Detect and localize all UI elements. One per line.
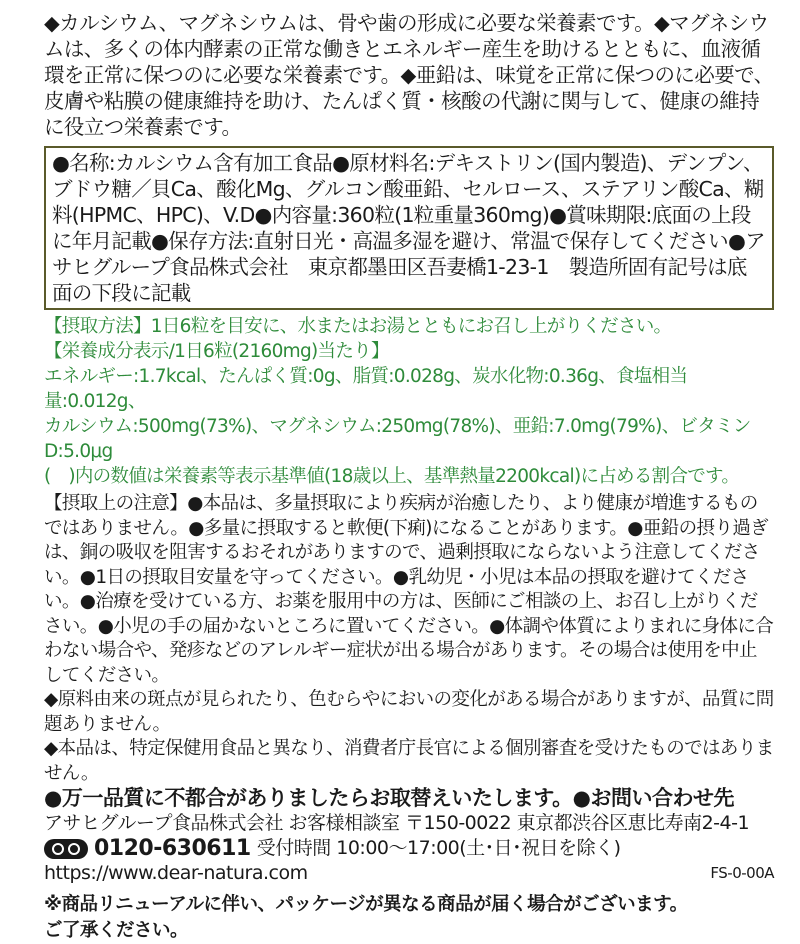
nutrition-header: 【栄養成分表示/1日6粒(2160mg)当たり】 <box>44 341 389 362</box>
free-dial-icon <box>44 839 88 859</box>
phone-row <box>44 836 774 861</box>
product-info-box: ●名称:カルシウム含有加工食品●原材料名:デキストリン(国内製造)、デンプン、ブドウ糖／貝Ca、酸化Mg、グルコン酸亜鉛、セルロース、ステアリン酸Ca、糊料(HPMC、HPC)、V.D●内容量:360粒(1粒重量360mg)●賞味期限:底面の上段に年月記載●保存方法:直射日光・高温多湿を避け、常温で保存してください●アサヒグループ食品株式会社 東京都墨田区吾妻橋1-23-1 製造所固有記号は底面の下段に記載 <box>44 146 774 310</box>
reception-hours: 受付時間 10:00〜17:00(土･日･祝日を除く) <box>256 837 621 859</box>
url-row <box>44 861 774 886</box>
contact-heading <box>44 786 774 811</box>
nutrition-reference-note: ( )内の数値は栄養素等表示基準値(18歳以上、基準熱量2200kcal)に占める割合です。 <box>44 466 740 487</box>
exchange-notice: ●万一品質に不都合がありましたらお取替えいたします。 <box>44 786 573 810</box>
intake-nutrition-section <box>44 314 774 489</box>
nutrition-facts-line-1: エネルギー:1.7kcal、たんぱく質:0g、脂質:0.028g、炭水化物:0.36g、食塩相当量:0.012g、 <box>44 366 688 412</box>
nutrition-facts-line-2: カルシウム:500mg(73%)、マグネシウム:250mg(78%)、亜鉛:7.0mg(79%)、ビタミンD:5.0μg <box>44 416 751 462</box>
intake-method: 【摂取方法】1日6粒を目安に、水またはお湯とともにお召し上がりください。 <box>44 316 672 337</box>
nutrient-function-claims: ◆カルシウム、マグネシウムは、骨や歯の形成に必要な栄養素です。◆マグネシウムは、多くの体内酵素の正常な働きとエネルギー産生を助けるとともに、血液循環を正常に保つのに必要な栄養素です。◆亜鉛は、味覚を正常に保つのに必要で、皮膚や粘膜の健康維持を助け、たんぱく質・核酸の代謝に関与して、健康の維持に役立つ栄養素です。 <box>44 11 774 139</box>
spots-note: ◆原料由来の斑点が見られたり、色むらやにおいの変化がある場合がありますが、品質に問題ありません。 <box>44 689 774 735</box>
website-url[interactable]: https://www.dear-natura.com <box>44 862 308 884</box>
contact-section <box>44 786 774 886</box>
renewal-notice <box>44 892 774 944</box>
renewal-notice-line-2: ご了承ください。 <box>44 920 189 941</box>
intake-cautions: 【摂取上の注意】●本品は、多量摂取により疾病が治癒したり、より健康が増進するものではありません。●多量に摂取すると軟便(下痢)になることがあります。●亜鉛の摂り過ぎは、銅の吸収を阻害するおそれがありますので、過剰摂取にならないよう注意してください。●1日の摂取目安量を守ってください。●乳幼児・小児は本品の摂取を避けてください。●治療を受けている方、お薬を服用中の方は、医師にご相談の上、お召し上がりください。●小児の手の届かないところに置いてください。●体調や体質によりまれに身体に合わない場合や、発疹などのアレルギー症状が出る場合があります。その場合は使用を中止してください。 <box>44 493 774 686</box>
inquiry-label: ●お問い合わせ先 <box>572 786 734 810</box>
product-code: FS-0-00A <box>710 864 774 882</box>
renewal-notice-line-1: ※商品リニューアルに伴い、パッケージが異なる商品が届く場合がございます。 <box>44 894 688 915</box>
phone-number[interactable]: 0120-630611 <box>94 836 251 861</box>
company-address: アサヒグループ食品株式会社 お客様相談室 〒150-0022 東京都渋谷区恵比寿南2-4-1 <box>44 812 750 834</box>
precautions-section <box>44 492 774 786</box>
label-text-panel <box>44 10 774 944</box>
not-foshu-note: ◆本品は、特定保健用食品と異なり、消費者庁長官による個別審査を受けたものではありません。 <box>44 738 774 784</box>
